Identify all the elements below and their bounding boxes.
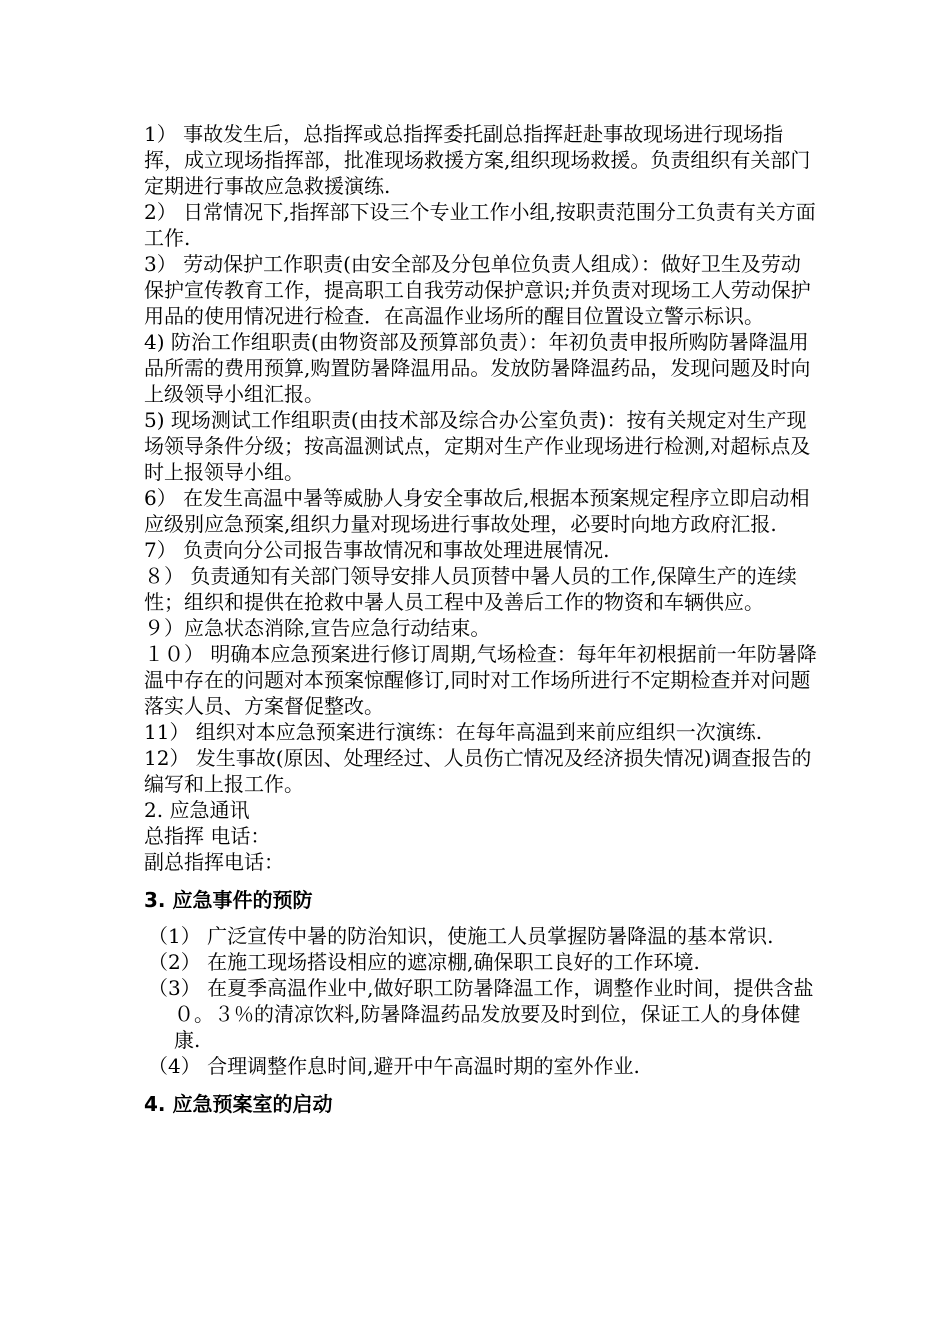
paragraph-8: ８） 负责通知有关部门领导安排人员顶替中暑人员的工作,保障生产的连续性；组织和提供在抢救中暑人员工程中及善后工作的物资和车辆供应。 [144,564,797,614]
paragraph-9: ９）应急状态消除,宣告应急行动结束。 [144,616,491,640]
paragraph-2: 2） 日常情况下,指挥部下设三个专业工作小组,按职责范围分工负责有关方面工作. [144,200,816,250]
document-page [144,121,820,1127]
prevention-list [144,923,820,1079]
paragraph-7: 7） 负责向分公司报告事故情况和事故处理进展情况. [144,538,610,562]
paragraph-11: 11） 组织对本应急预案进行演练：在每年高温到来前应组织一次演练. [144,720,763,744]
paragraph-6: 6） 在发生高温中暑等威胁人身安全事故后,根据本预案规定程序立即启动相应级别应急预案,组织力量对现场进行事故处理，必要时向地方政府汇报. [144,486,810,536]
prevention-item-3: （3） 在夏季高温作业中,做好职工防暑降温工作，调整作业时间，提供含盐０。３％的清凉饮料,防暑降温药品发放要及时到位，保证工人的身体健康. [148,976,814,1052]
prevention-item-4: （4） 合理调整作息时间,避开中午高温时期的室外作业. [148,1054,640,1078]
prevention-item-2: （2） 在施工现场搭设相应的遮凉棚,确保职工良好的工作环境. [148,950,700,974]
section-2-title: 2. 应急通讯 [144,798,250,822]
section-4-heading: 4. 应急预案室的启动 [144,1092,333,1116]
paragraph-4: 4) 防治工作组职责(由物资部及预算部负责）：年初负责申报所购防暑降温用品所需的费用预算,购置防暑降温用品。发放防暑降温药品，发现问题及时向上级领导小组汇报。 [144,330,811,406]
paragraph-5: 5) 现场测试工作组职责(由技术部及综合办公室负责)：按有关规定对生产现场领导条件分级；按高温测试点，定期对生产作业现场进行检测,对超标点及时上报领导小组。 [144,408,811,484]
paragraph-1: 1） 事故发生后，总指挥或总指挥委托副总指挥赶赴事故现场进行现场指挥，成立现场指挥部，批准现场救援方案,组织现场救援。负责组织有关部门定期进行事故应急救援演练. [144,122,811,198]
chief-commander-phone: 总指挥 电话： [144,824,271,848]
paragraph-3: 3） 劳动保护工作职责(由安全部及分包单位负责人组成）：做好卫生及劳动保护宣传教育工作，提高职工自我劳动保护意识;并负责对现场工人劳动保护用品的使用情况进行检查．在高温作业场所的醒目位置设立警示标识。 [144,252,811,328]
paragraph-12: 12） 发生事故(原因、处理经过、人员伤亡情况及经济损失情况)调查报告的编写和上报工作。 [144,746,812,796]
deputy-commander-phone: 副总指挥电话： [144,850,284,874]
prevention-item-1: （1） 广泛宣传中暑的防治知识，使施工人员掌握防暑降温的基本常识. [148,924,774,948]
paragraph-10: １０） 明确本应急预案进行修订周期,气场检查：每年年初根据前一年防暑降温中存在的问题对本预案惊醒修订,同时对工作场所进行不定期检查并对问题落实人员、方案督促整改。 [144,642,817,718]
section-3-heading: 3. 应急事件的预防 [144,888,313,912]
